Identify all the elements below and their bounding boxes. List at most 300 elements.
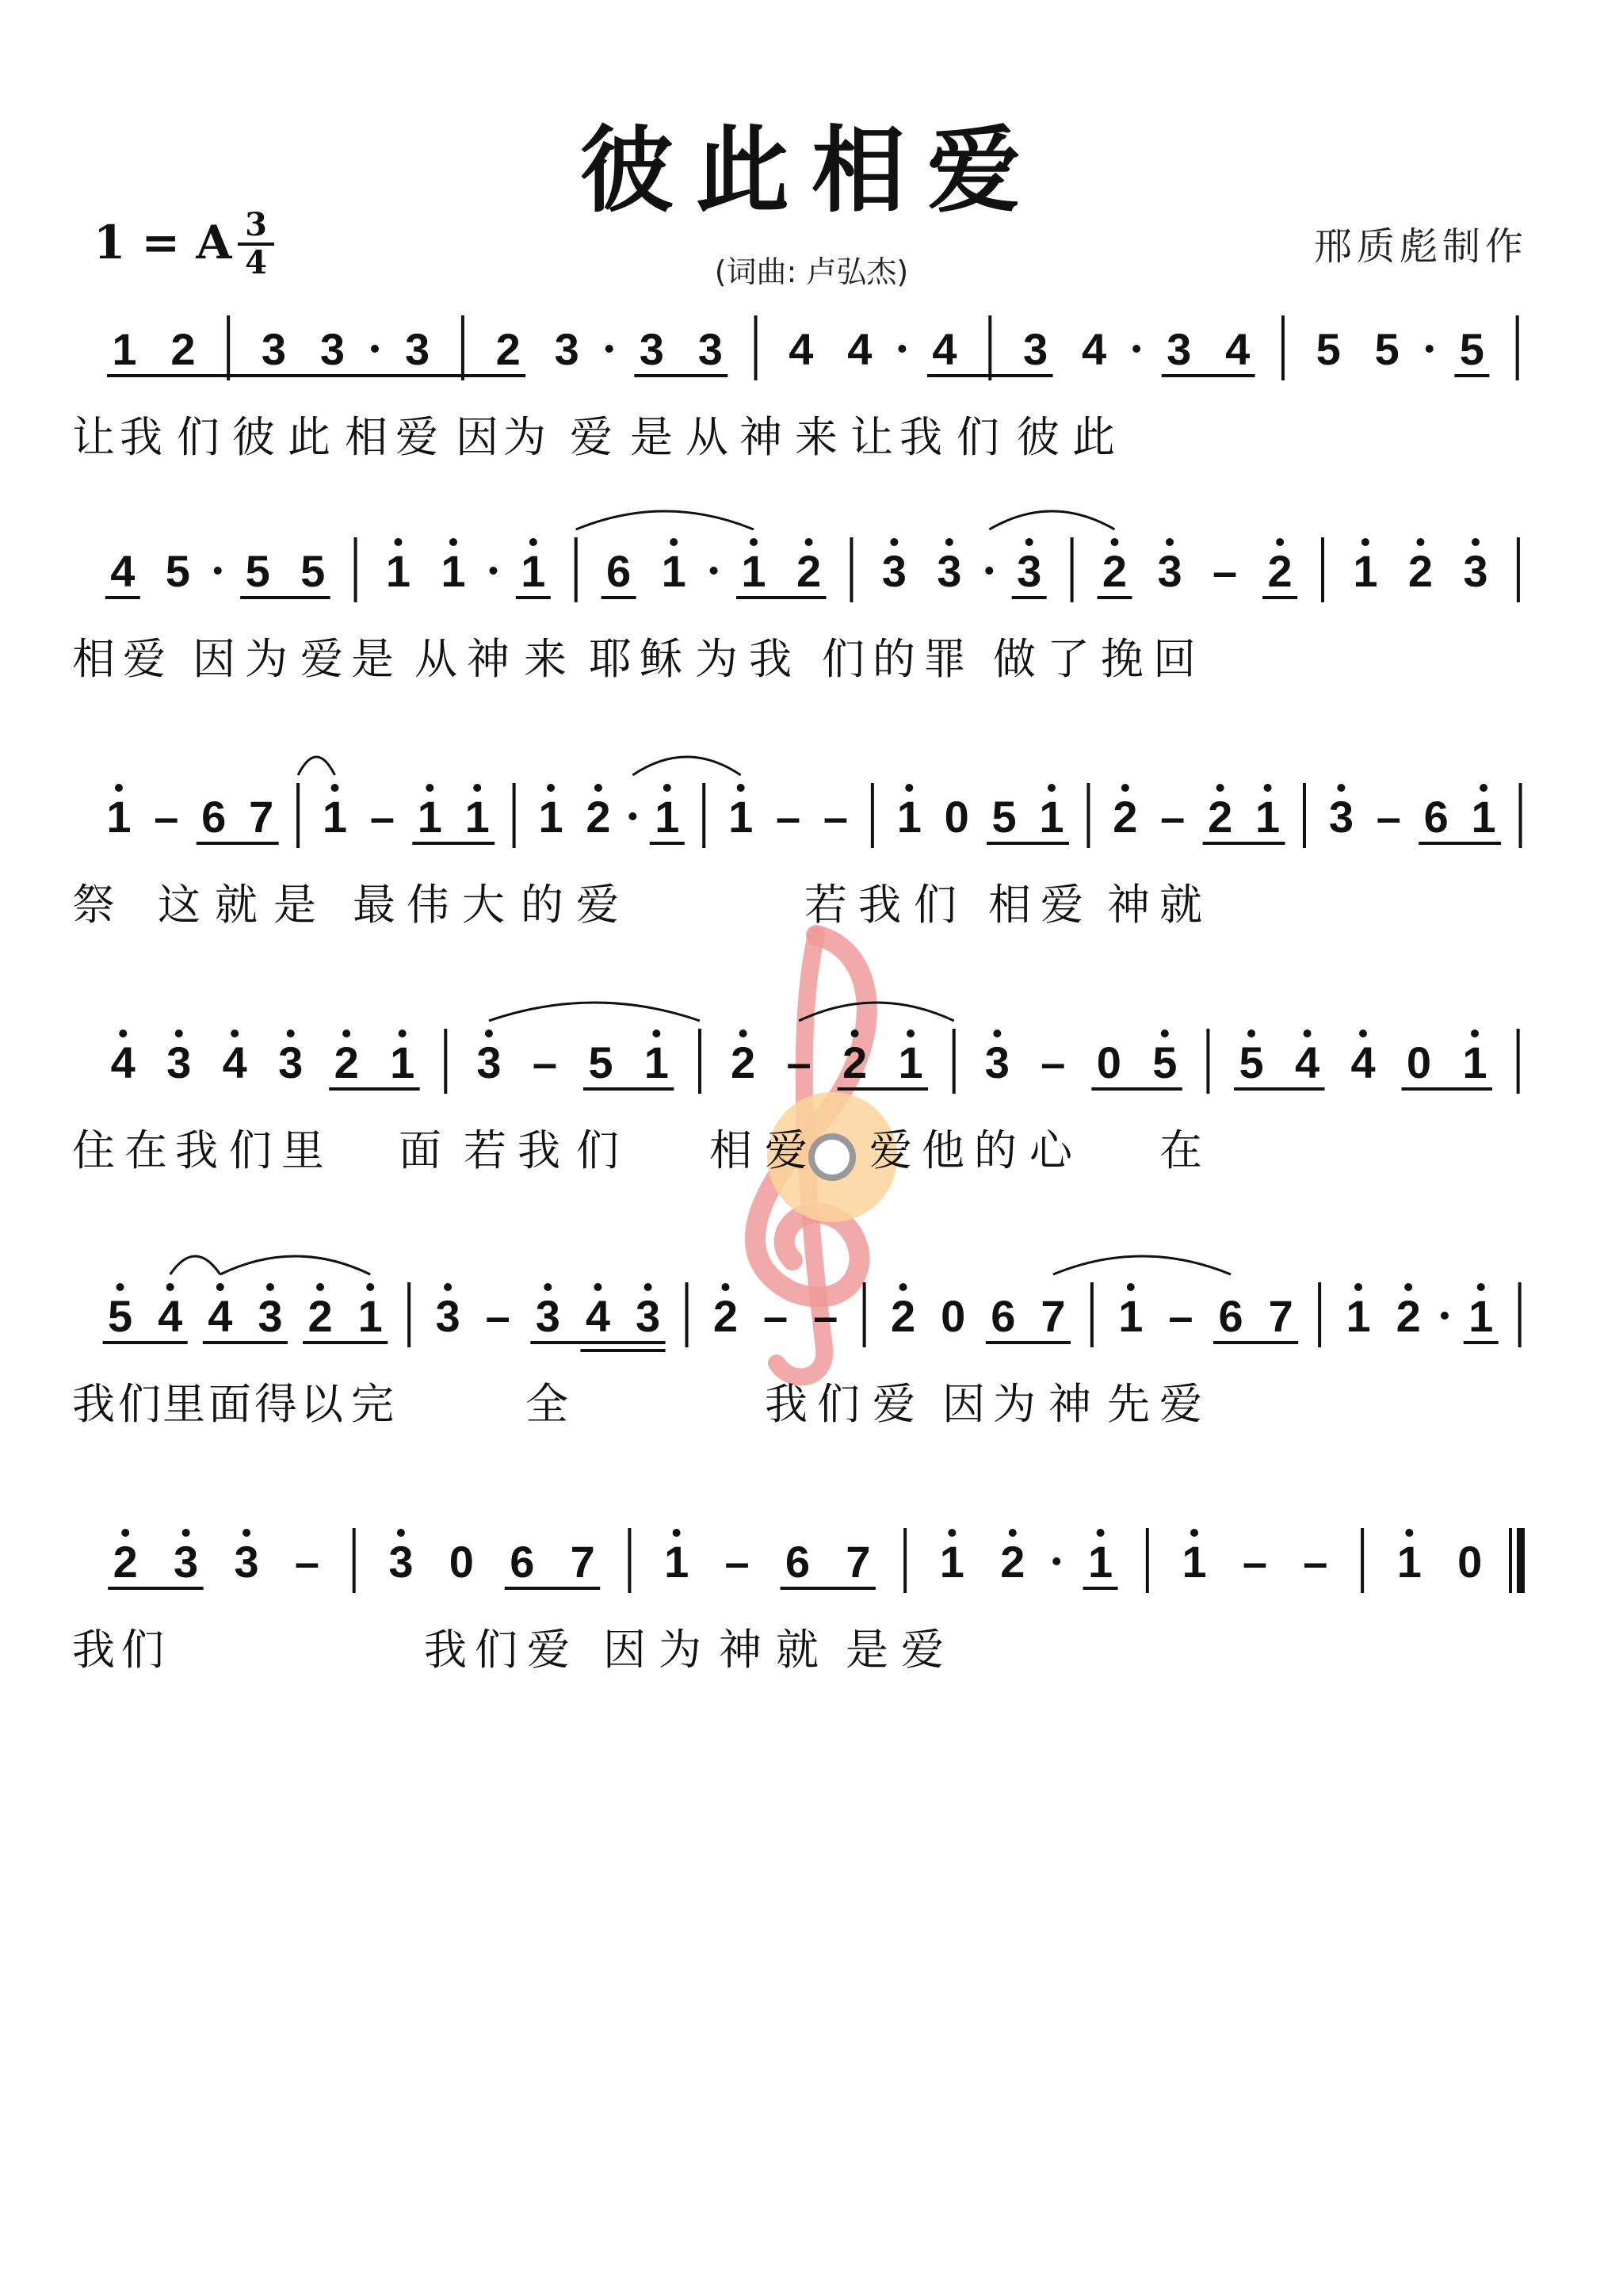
lyric: 神 — [719, 1625, 762, 1675]
augmentation-dot — [1052, 1557, 1060, 1565]
lyric: 我 — [765, 1379, 808, 1429]
octave-dot — [993, 1030, 1001, 1037]
note: 4 — [1225, 324, 1251, 374]
lyric: 我 — [175, 1125, 218, 1175]
lyric: 神 — [739, 412, 782, 462]
octave-dot — [1264, 784, 1272, 792]
lyric: 爱 — [869, 1125, 912, 1175]
lyric: 耶 — [589, 634, 632, 684]
lyric: 是 — [846, 1625, 888, 1675]
note: 5 — [588, 1037, 613, 1087]
augmentation-dot — [371, 345, 379, 353]
note: 3 — [554, 324, 579, 374]
octave-dot — [1337, 784, 1345, 792]
note: 4 — [208, 1291, 233, 1341]
note: 1 — [1346, 1291, 1371, 1341]
lyric: 们 — [118, 1379, 161, 1429]
note: 0 — [1457, 1537, 1483, 1587]
octave-dot — [1216, 784, 1224, 792]
augmentation-dot — [1426, 345, 1434, 353]
note: 3 — [535, 1291, 560, 1341]
note: – — [1242, 1537, 1268, 1587]
note: 1 — [106, 792, 132, 842]
lyric: 爱 — [901, 1625, 944, 1675]
octave-dot — [166, 1283, 174, 1291]
octave-dot — [216, 1283, 224, 1291]
note: 3 — [1167, 324, 1192, 374]
octave-dot — [266, 1283, 274, 1291]
octave-dot — [1361, 538, 1369, 546]
octave-dot — [547, 784, 555, 792]
octave-dot — [1404, 1283, 1412, 1291]
note: 1 — [390, 1037, 415, 1087]
lyric: 我 — [899, 412, 942, 462]
octave-dot — [1471, 1030, 1479, 1037]
lyric: 住 — [72, 1125, 115, 1175]
octave-dot — [673, 1529, 681, 1537]
lyric: 面 — [208, 1379, 251, 1429]
octave-dot — [739, 1030, 747, 1037]
note: 3 — [476, 1037, 502, 1087]
note: 7 — [1268, 1291, 1293, 1341]
lyric: 来 — [795, 412, 838, 462]
lyric: 的 — [974, 1125, 1017, 1175]
lyric: 的 — [873, 634, 915, 684]
lyric: 在 — [1159, 1125, 1202, 1175]
lyric: 们 — [121, 1625, 164, 1675]
note: 1 — [385, 546, 411, 596]
time-signature-top: 3 — [238, 208, 274, 246]
note: 3 — [984, 1037, 1010, 1087]
note: 3 — [261, 324, 287, 374]
augmentation-dot — [628, 812, 636, 820]
octave-dot — [948, 1529, 956, 1537]
note: 4 — [222, 1037, 247, 1087]
octave-dot — [1416, 538, 1424, 546]
octave-dot — [544, 1283, 552, 1291]
note: 7 — [249, 792, 274, 842]
lyric: 得 — [254, 1379, 297, 1429]
note: 4 — [847, 324, 873, 374]
lyric: 以 — [300, 1379, 343, 1429]
note: 3 — [234, 1537, 259, 1587]
lyric: 的 — [521, 880, 563, 930]
octave-dot — [394, 538, 402, 546]
lyric: 就 — [1159, 880, 1202, 930]
song-title: 彼此相爱 — [579, 116, 1043, 225]
lyric: 我 — [424, 1625, 467, 1675]
lyric: 让 — [850, 412, 893, 462]
octave-dot — [397, 1529, 405, 1537]
lyric: 我 — [749, 634, 792, 684]
augmentation-dot — [605, 345, 613, 353]
note: 5 — [1374, 324, 1400, 374]
note: – — [813, 1291, 838, 1341]
augmentation-dot — [1441, 1312, 1449, 1320]
lyric: 来 — [524, 634, 567, 684]
note: 1 — [1182, 1537, 1207, 1587]
note: 1 — [898, 1037, 923, 1087]
augmentation-dot — [710, 567, 718, 575]
note: 2 — [842, 1037, 868, 1087]
octave-dot — [1097, 1529, 1105, 1537]
lyric: 为 — [245, 634, 288, 684]
note: – — [1303, 1537, 1328, 1587]
lyric: 爱 — [527, 1625, 570, 1675]
time-signature-bottom: 4 — [245, 244, 267, 281]
octave-dot — [805, 538, 813, 546]
lyric: 因 — [193, 634, 235, 684]
octave-dot — [444, 1283, 452, 1291]
lyric: 为 — [695, 634, 738, 684]
note: 2 — [307, 1291, 333, 1341]
octave-dot — [1161, 1030, 1169, 1037]
octave-dot — [1121, 784, 1129, 792]
lyricist-composer-credit: (词曲: 卢弘杰) — [714, 254, 909, 289]
note: – — [786, 1037, 812, 1087]
lyric: 罪 — [923, 634, 966, 684]
octave-dot — [121, 1529, 129, 1537]
slur — [1053, 1256, 1231, 1274]
octave-dot — [1405, 1529, 1413, 1537]
note: 1 — [1039, 792, 1064, 842]
lyric: 彼 — [232, 412, 275, 462]
octave-dot — [652, 1030, 660, 1037]
note: – — [762, 1291, 789, 1341]
lyric: 做 — [993, 634, 1036, 684]
lyric: 爱 — [1159, 1379, 1202, 1429]
note: 2 — [495, 324, 521, 374]
lyric: 他 — [922, 1125, 964, 1175]
octave-dot — [890, 538, 898, 546]
lyric: 此 — [1072, 412, 1115, 462]
note: 6 — [510, 1537, 535, 1587]
octave-dot — [1166, 538, 1174, 546]
lyric: 们 — [957, 412, 999, 462]
note: 3 — [258, 1291, 283, 1341]
note: 1 — [1254, 792, 1281, 842]
octave-dot — [1472, 538, 1480, 546]
octave-dot — [1477, 1283, 1485, 1291]
lyric: 若 — [464, 1125, 506, 1175]
note: 6 — [991, 1291, 1016, 1341]
octave-dot — [529, 538, 537, 546]
note: 3 — [1328, 792, 1354, 842]
lyric: 彼 — [1017, 412, 1060, 462]
octave-dot — [644, 1283, 652, 1291]
lyric: 爱 — [395, 412, 438, 462]
lyric: 先 — [1107, 1379, 1150, 1429]
note: 1 — [538, 792, 563, 842]
note: 1 — [939, 1537, 964, 1587]
octave-dot — [1110, 538, 1118, 546]
lyric: 爱 — [765, 1125, 808, 1175]
note: 1 — [112, 324, 137, 374]
note: 1 — [521, 546, 546, 596]
lyric: 是 — [351, 634, 394, 684]
note: 3 — [278, 1037, 304, 1087]
note: 2 — [1267, 546, 1293, 596]
slur — [220, 1256, 370, 1274]
octave-dot — [851, 1030, 859, 1037]
octave-dot — [907, 1030, 915, 1037]
octave-dot — [663, 784, 671, 792]
lyric: 神 — [1048, 1379, 1091, 1429]
lyric: 爱 — [123, 634, 166, 684]
augmentation-dot — [985, 567, 993, 575]
lyric: 爱 — [300, 634, 343, 684]
lyric: 们 — [475, 1625, 517, 1675]
note: – — [1041, 1037, 1066, 1087]
final-bar-line — [1517, 1528, 1525, 1593]
note: – — [294, 1537, 320, 1587]
note: – — [823, 792, 849, 842]
lyric: 了 — [1047, 634, 1090, 684]
note: 5 — [107, 1291, 133, 1341]
note: 5 — [245, 546, 270, 596]
slur — [489, 1003, 700, 1021]
lyric: 们 — [817, 1379, 860, 1429]
note: 2 — [1102, 546, 1128, 596]
note: 2 — [796, 546, 822, 596]
note: 4 — [1294, 1037, 1320, 1087]
note: 7 — [1041, 1291, 1066, 1341]
octave-dot — [1048, 784, 1056, 792]
note: 2 — [334, 1037, 359, 1087]
note: 1 — [1118, 1291, 1144, 1341]
lyric: 面 — [399, 1125, 441, 1175]
octave-dot — [721, 1283, 729, 1291]
octave-dot — [1009, 1529, 1017, 1537]
note: 2 — [890, 1291, 916, 1341]
note: 1 — [655, 792, 680, 842]
lyric: 相 — [72, 634, 115, 684]
note: 0 — [1406, 1037, 1432, 1087]
note: 1 — [357, 1291, 383, 1341]
lyric: 因 — [942, 1379, 985, 1429]
octave-dot — [182, 1529, 190, 1537]
lyric: 们 — [576, 1125, 619, 1175]
octave-dot — [1480, 784, 1487, 792]
octave-dot — [945, 538, 953, 546]
note: – — [1376, 792, 1401, 842]
octave-dot — [242, 1529, 250, 1537]
note: 7 — [846, 1537, 871, 1587]
note: 3 — [388, 1537, 414, 1587]
slur — [576, 511, 754, 529]
octave-dot — [1354, 1283, 1362, 1291]
note: 0 — [449, 1537, 474, 1587]
octave-dot — [485, 1030, 493, 1037]
note: 5 — [991, 792, 1017, 842]
octave-dot — [231, 1030, 239, 1037]
note: 6 — [1218, 1291, 1243, 1341]
note: 3 — [636, 1291, 661, 1341]
note: 6 — [1423, 792, 1449, 842]
octave-dot — [1359, 1030, 1367, 1037]
note: – — [1160, 792, 1186, 842]
slur — [989, 511, 1114, 529]
lyric: 是 — [273, 880, 316, 930]
note: 1 — [464, 792, 490, 842]
note: 1 — [664, 1537, 689, 1587]
octave-dot — [737, 784, 745, 792]
augmentation-dot — [1132, 345, 1140, 353]
augmentation-dot — [214, 567, 222, 575]
note: 1 — [1471, 792, 1496, 842]
note: 3 — [1017, 546, 1042, 596]
note: 3 — [174, 1537, 199, 1587]
note: 1 — [896, 792, 922, 842]
lyric: 爱 — [570, 412, 613, 462]
lyric: 们 — [229, 1125, 272, 1175]
note: 1 — [417, 792, 442, 842]
lyric: 神 — [467, 634, 510, 684]
lyric: 们 — [177, 412, 220, 462]
note: 1 — [1462, 1037, 1487, 1087]
lyric: 因 — [603, 1625, 646, 1675]
octave-dot — [670, 538, 678, 546]
lyric: 为 — [503, 412, 546, 462]
note: 5 — [1459, 324, 1484, 374]
note: – — [532, 1037, 557, 1087]
lyric: 最 — [353, 880, 395, 930]
octave-dot — [366, 1283, 374, 1291]
lyric: 相 — [345, 412, 388, 462]
note: 1 — [1088, 1537, 1113, 1587]
lyric: 为 — [993, 1379, 1036, 1429]
lyric: 为 — [659, 1625, 701, 1675]
lyric: 挽 — [1101, 634, 1144, 684]
octave-dot — [594, 1283, 601, 1291]
note: 2 — [170, 324, 196, 374]
octave-dot — [449, 538, 457, 546]
note: 1 — [1468, 1291, 1494, 1341]
note: – — [485, 1291, 510, 1341]
octave-dot — [426, 784, 433, 792]
note: 6 — [785, 1537, 811, 1587]
note: 0 — [941, 1291, 966, 1341]
note: 2 — [113, 1537, 138, 1587]
lyric: 让 — [72, 412, 115, 462]
note: 2 — [712, 1291, 739, 1341]
octave-dot — [399, 1030, 407, 1037]
note: 4 — [158, 1291, 183, 1341]
lyric: 心 — [1029, 1125, 1072, 1175]
note: 2 — [586, 792, 611, 842]
note: 1 — [661, 546, 686, 596]
lyric: 里 — [281, 1125, 324, 1175]
note: 4 — [110, 546, 136, 596]
note: 4 — [585, 1291, 611, 1341]
lyric: 因 — [456, 412, 498, 462]
lyric: 稣 — [640, 634, 682, 684]
octave-dot — [287, 1030, 295, 1037]
octave-dot — [115, 784, 123, 792]
octave-dot — [1247, 1030, 1255, 1037]
note: – — [154, 792, 179, 842]
note: 3 — [937, 546, 962, 596]
octave-dot — [594, 784, 602, 792]
note: 2 — [731, 1037, 756, 1087]
note: 4 — [789, 324, 814, 374]
lyric: 爱 — [1041, 880, 1083, 930]
note: 2 — [1407, 546, 1434, 596]
key-signature: 1 = A — [94, 216, 232, 269]
note: 4 — [1081, 324, 1107, 374]
augmentation-dot — [898, 345, 906, 353]
note: 1 — [1353, 546, 1378, 596]
note: 3 — [435, 1291, 460, 1341]
note: 5 — [1316, 324, 1341, 374]
lyric: 我 — [517, 1125, 560, 1175]
lyric: 回 — [1153, 634, 1196, 684]
note: 5 — [300, 546, 326, 596]
lyric: 大 — [462, 880, 505, 930]
note: 6 — [201, 792, 227, 842]
note: – — [775, 792, 801, 842]
note: 2 — [1396, 1291, 1421, 1341]
note: 1 — [1396, 1537, 1422, 1587]
lyric: 是 — [630, 412, 673, 462]
lyric: 我 — [72, 1625, 115, 1675]
octave-dot — [1025, 538, 1033, 546]
lyric: 这 — [158, 880, 200, 930]
lyric: 我 — [858, 880, 901, 930]
note: 3 — [639, 324, 664, 374]
lyric: 祭 — [72, 880, 115, 930]
note: 2 — [1208, 792, 1233, 842]
slur — [170, 1256, 220, 1274]
lyric: 里 — [162, 1379, 205, 1429]
lyric: 完 — [351, 1379, 394, 1429]
note: 7 — [570, 1537, 595, 1587]
lyric: 此 — [288, 412, 330, 462]
lyric: 我 — [72, 1379, 115, 1429]
note: 3 — [1023, 324, 1048, 374]
note: – — [369, 792, 395, 842]
octave-dot — [316, 1283, 324, 1291]
note: – — [1212, 546, 1238, 596]
note: 6 — [606, 546, 632, 596]
lyric: 就 — [776, 1625, 819, 1675]
note: 1 — [643, 1037, 669, 1087]
octave-dot — [905, 784, 913, 792]
note: 5 — [1152, 1037, 1178, 1087]
note: – — [1168, 1291, 1193, 1341]
lyric: 神 — [1107, 880, 1150, 930]
octave-dot — [119, 1030, 127, 1037]
note: 5 — [165, 546, 190, 596]
slur — [298, 757, 334, 775]
arranger-credit: 邢质彪制作 — [1313, 224, 1528, 269]
slur — [632, 757, 740, 775]
note: 3 — [319, 324, 345, 374]
note: 3 — [697, 324, 723, 374]
lyric: 相 — [988, 880, 1031, 930]
augmentation-dot — [489, 567, 497, 575]
octave-dot — [473, 784, 481, 792]
lyric: 在 — [124, 1125, 167, 1175]
octave-dot — [331, 784, 339, 792]
note: 5 — [1239, 1037, 1264, 1087]
note: 3 — [1463, 546, 1488, 596]
note: 2 — [1000, 1537, 1025, 1587]
octave-dot — [899, 1283, 907, 1291]
octave-dot — [1276, 538, 1284, 546]
note: 3 — [166, 1037, 192, 1087]
octave-dot — [1127, 1283, 1135, 1291]
